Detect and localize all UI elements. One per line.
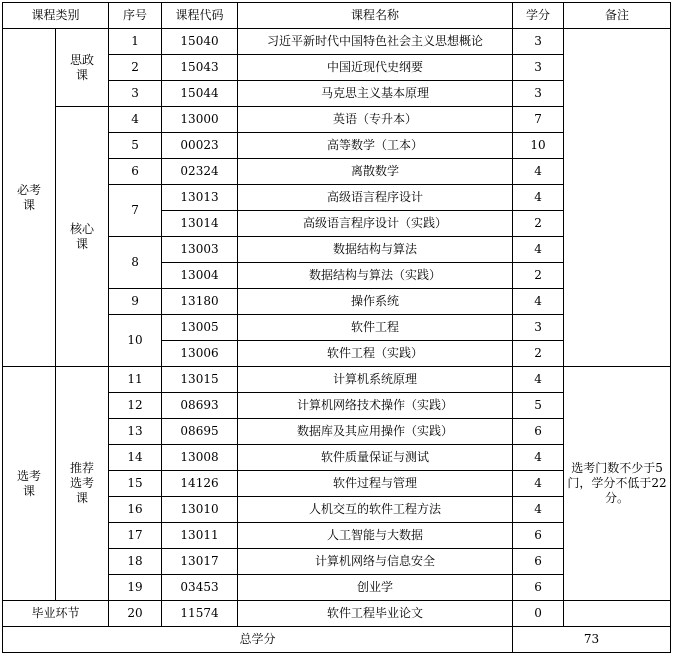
name-cell: 软件工程（实践） xyxy=(238,341,513,367)
credit-cell: 5 xyxy=(513,393,564,419)
header-code: 课程代码 xyxy=(162,3,238,29)
header-name: 课程名称 xyxy=(238,3,513,29)
credit-cell: 3 xyxy=(513,81,564,107)
header-seq: 序号 xyxy=(109,3,162,29)
seq-cell: 20 xyxy=(109,601,162,627)
name-cell: 数据结构与算法 xyxy=(238,237,513,263)
seq-cell: 16 xyxy=(109,497,162,523)
credit-cell: 3 xyxy=(513,55,564,81)
table-row xyxy=(3,29,671,55)
header-credit: 学分 xyxy=(513,3,564,29)
name-cell: 习近平新时代中国特色社会主义思想概论 xyxy=(238,29,513,55)
name-cell: 软件工程毕业论文 xyxy=(238,601,513,627)
name-cell: 高级语言程序设计（实践） xyxy=(238,211,513,237)
total-value: 73 xyxy=(513,627,671,653)
code-cell: 11574 xyxy=(162,601,238,627)
seq-cell: 14 xyxy=(109,445,162,471)
code-cell: 15043 xyxy=(162,55,238,81)
credit-cell: 0 xyxy=(513,601,564,627)
name-cell: 软件工程 xyxy=(238,315,513,341)
seq-cell: 8 xyxy=(109,237,162,289)
header-remark: 备注 xyxy=(564,3,671,29)
seq-cell: 18 xyxy=(109,549,162,575)
code-cell: 13180 xyxy=(162,289,238,315)
credit-cell: 4 xyxy=(513,471,564,497)
code-cell: 13010 xyxy=(162,497,238,523)
seq-cell: 19 xyxy=(109,575,162,601)
name-cell: 离散数学 xyxy=(238,159,513,185)
code-cell: 13004 xyxy=(162,263,238,289)
seq-cell: 4 xyxy=(109,107,162,133)
code-cell: 08693 xyxy=(162,393,238,419)
credit-cell: 10 xyxy=(513,133,564,159)
code-cell: 13000 xyxy=(162,107,238,133)
name-cell: 创业学 xyxy=(238,575,513,601)
code-cell: 14126 xyxy=(162,471,238,497)
credit-cell: 2 xyxy=(513,263,564,289)
code-cell: 13006 xyxy=(162,341,238,367)
seq-cell: 3 xyxy=(109,81,162,107)
category-graduation: 毕业环节 xyxy=(3,601,109,627)
table-row xyxy=(3,367,671,393)
code-cell: 03453 xyxy=(162,575,238,601)
name-cell: 人机交互的软件工程方法 xyxy=(238,497,513,523)
credit-cell: 3 xyxy=(513,315,564,341)
name-cell: 计算机系统原理 xyxy=(238,367,513,393)
credit-cell: 6 xyxy=(513,549,564,575)
credit-cell: 7 xyxy=(513,107,564,133)
name-cell: 软件质量保证与测试 xyxy=(238,445,513,471)
seq-cell: 10 xyxy=(109,315,162,367)
code-cell: 13017 xyxy=(162,549,238,575)
code-cell: 00023 xyxy=(162,133,238,159)
name-cell: 操作系统 xyxy=(238,289,513,315)
header-row xyxy=(3,3,671,29)
code-cell: 13005 xyxy=(162,315,238,341)
category-elective: 选考课 xyxy=(3,367,56,601)
code-cell: 13003 xyxy=(162,237,238,263)
seq-cell: 11 xyxy=(109,367,162,393)
table-row xyxy=(3,601,671,627)
code-cell: 08695 xyxy=(162,419,238,445)
credit-cell: 6 xyxy=(513,419,564,445)
total-row xyxy=(3,627,671,653)
seq-cell: 9 xyxy=(109,289,162,315)
header-category: 课程类别 xyxy=(3,3,109,29)
seq-cell: 7 xyxy=(109,185,162,237)
credit-cell: 6 xyxy=(513,523,564,549)
name-cell: 计算机网络与信息安全 xyxy=(238,549,513,575)
credit-cell: 4 xyxy=(513,497,564,523)
category-ideology: 思政课 xyxy=(56,29,109,107)
seq-cell: 5 xyxy=(109,133,162,159)
credit-cell: 2 xyxy=(513,341,564,367)
code-cell: 02324 xyxy=(162,159,238,185)
curriculum-table xyxy=(2,2,671,653)
code-cell: 13013 xyxy=(162,185,238,211)
seq-cell: 12 xyxy=(109,393,162,419)
seq-cell: 6 xyxy=(109,159,162,185)
seq-cell: 17 xyxy=(109,523,162,549)
elective-remark: 选考门数不少于5门，学分不低于22分。 xyxy=(564,367,671,601)
credit-cell: 4 xyxy=(513,159,564,185)
name-cell: 马克思主义基本原理 xyxy=(238,81,513,107)
name-cell: 软件过程与管理 xyxy=(238,471,513,497)
name-cell: 人工智能与大数据 xyxy=(238,523,513,549)
credit-cell: 4 xyxy=(513,289,564,315)
credit-cell: 4 xyxy=(513,367,564,393)
name-cell: 数据结构与算法（实践） xyxy=(238,263,513,289)
category-core: 核心课 xyxy=(56,107,109,367)
code-cell: 13015 xyxy=(162,367,238,393)
name-cell: 中国近现代史纲要 xyxy=(238,55,513,81)
code-cell: 13011 xyxy=(162,523,238,549)
seq-cell: 1 xyxy=(109,29,162,55)
remark-cell-graduation xyxy=(564,601,671,627)
name-cell: 数据库及其应用操作（实践） xyxy=(238,419,513,445)
name-cell: 计算机网络技术操作（实践） xyxy=(238,393,513,419)
name-cell: 高等数学（工本） xyxy=(238,133,513,159)
code-cell: 15044 xyxy=(162,81,238,107)
remark-cell-required xyxy=(564,29,671,367)
credit-cell: 4 xyxy=(513,185,564,211)
seq-cell: 13 xyxy=(109,419,162,445)
credit-cell: 6 xyxy=(513,575,564,601)
credit-cell: 4 xyxy=(513,237,564,263)
code-cell: 13008 xyxy=(162,445,238,471)
seq-cell: 2 xyxy=(109,55,162,81)
credit-cell: 4 xyxy=(513,445,564,471)
name-cell: 英语（专升本） xyxy=(238,107,513,133)
seq-cell: 15 xyxy=(109,471,162,497)
code-cell: 15040 xyxy=(162,29,238,55)
total-label: 总学分 xyxy=(3,627,513,653)
credit-cell: 3 xyxy=(513,29,564,55)
category-required: 必考课 xyxy=(3,29,56,367)
name-cell: 高级语言程序设计 xyxy=(238,185,513,211)
credit-cell: 2 xyxy=(513,211,564,237)
code-cell: 13014 xyxy=(162,211,238,237)
category-recommended: 推荐选考课 xyxy=(56,367,109,601)
